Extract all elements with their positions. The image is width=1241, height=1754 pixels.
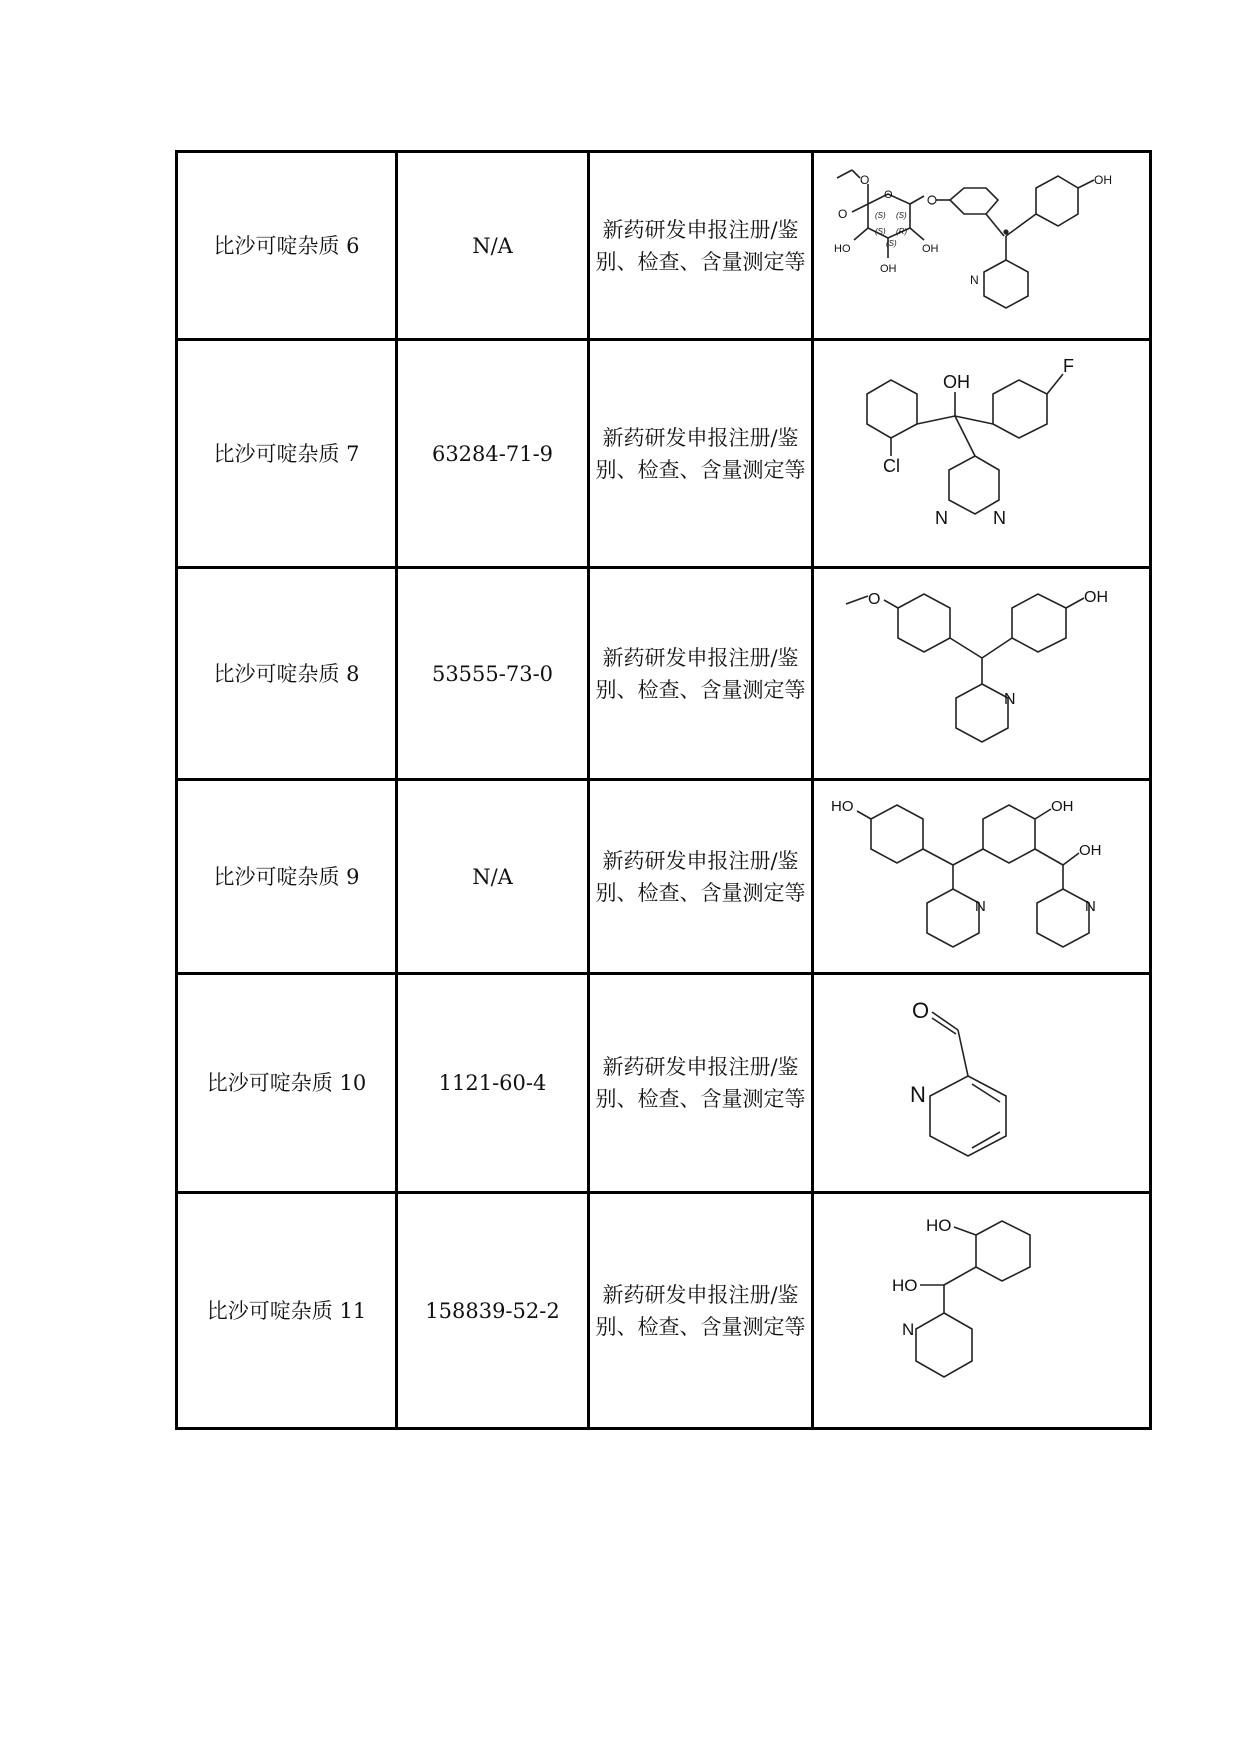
svg-text:(S): (S)	[895, 210, 907, 220]
table-row	[177, 340, 1151, 568]
svg-text:N: N	[992, 507, 1006, 528]
cas-number: 63284-71-9	[397, 340, 589, 568]
svg-text:HO: HO	[830, 797, 853, 815]
table-row	[177, 152, 1151, 340]
impurity-6-structure-icon	[822, 156, 1142, 336]
usage-text: 新药研发申报注册/鉴别、检查、含量测定等	[589, 152, 813, 340]
svg-text:N: N	[1003, 690, 1016, 708]
table-row	[177, 780, 1151, 974]
table-row	[177, 568, 1151, 780]
svg-text:O: O	[859, 172, 869, 187]
svg-text:(S): (S)	[874, 210, 886, 220]
svg-text:OH: OH	[879, 262, 896, 275]
svg-text:O: O	[837, 206, 847, 221]
impurity-name: 比沙可啶杂质 6	[177, 152, 397, 340]
svg-text:N: N	[934, 507, 948, 528]
svg-text:OH: OH	[1050, 797, 1073, 815]
structure-cell	[813, 1193, 1151, 1429]
usage-text: 新药研发申报注册/鉴别、检查、含量测定等	[589, 340, 813, 568]
structure-cell	[813, 780, 1151, 974]
impurity-7-structure-icon	[837, 344, 1127, 564]
svg-text:N: N	[974, 897, 986, 915]
usage-text: 新药研发申报注册/鉴别、检查、含量测定等	[589, 1193, 813, 1429]
svg-text:OH: OH	[1078, 841, 1101, 859]
svg-text:OH: OH	[942, 371, 970, 392]
impurity-8-structure-icon	[832, 574, 1132, 774]
svg-text:(R): (R)	[895, 226, 907, 236]
impurity-9-structure-icon	[827, 787, 1137, 967]
svg-text:HO: HO	[833, 242, 850, 255]
structure-cell	[813, 568, 1151, 780]
svg-text:OH: OH	[1083, 588, 1108, 606]
svg-text:N: N	[901, 1319, 914, 1339]
impurity-10-structure-icon	[882, 978, 1082, 1188]
table-row	[177, 974, 1151, 1193]
cas-number: 1121-60-4	[397, 974, 589, 1193]
usage-text: 新药研发申报注册/鉴别、检查、含量测定等	[589, 568, 813, 780]
impurity-11-structure-icon	[882, 1201, 1082, 1421]
svg-text:O: O	[883, 188, 893, 201]
svg-text:(S): (S)	[874, 226, 886, 236]
svg-text:O: O	[867, 590, 880, 608]
cas-number: 53555-73-0	[397, 568, 589, 780]
cas-number: 158839-52-2	[397, 1193, 589, 1429]
structure-cell	[813, 974, 1151, 1193]
svg-text:N: N	[969, 272, 979, 287]
svg-text:O: O	[911, 998, 929, 1023]
impurity-name: 比沙可啶杂质 9	[177, 780, 397, 974]
svg-text:OH: OH	[1093, 172, 1112, 187]
svg-text:HO: HO	[891, 1275, 917, 1295]
usage-text: 新药研发申报注册/鉴别、检查、含量测定等	[589, 780, 813, 974]
impurity-table	[175, 150, 1152, 1430]
cas-number: N/A	[397, 780, 589, 974]
table-row	[177, 1193, 1151, 1429]
structure-cell	[813, 152, 1151, 340]
impurity-name: 比沙可啶杂质 8	[177, 568, 397, 780]
svg-text:(S): (S)	[885, 238, 897, 248]
svg-text:N: N	[1084, 897, 1096, 915]
svg-text:Cl: Cl	[882, 455, 900, 476]
svg-text:OH: OH	[921, 242, 938, 255]
impurity-name: 比沙可啶杂质 11	[177, 1193, 397, 1429]
impurity-name: 比沙可啶杂质 10	[177, 974, 397, 1193]
impurity-name: 比沙可啶杂质 7	[177, 340, 397, 568]
structure-cell	[813, 340, 1151, 568]
svg-text:N: N	[909, 1082, 926, 1107]
svg-text:F: F	[1062, 355, 1074, 376]
svg-text:HO: HO	[925, 1215, 951, 1235]
usage-text: 新药研发申报注册/鉴别、检查、含量测定等	[589, 974, 813, 1193]
cas-number: N/A	[397, 152, 589, 340]
